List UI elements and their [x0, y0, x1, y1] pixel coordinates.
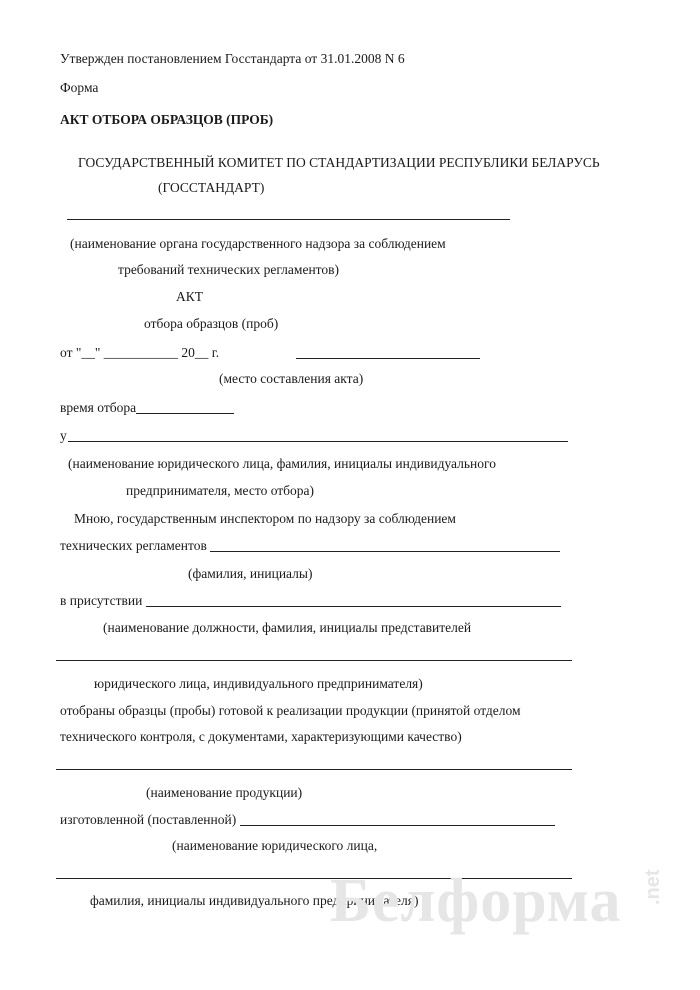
presence-caption-1: (наименование должности, фамилия, инициалы представителей	[103, 620, 472, 635]
approval-note: Утвержден постановлением Госстандарта от 31.01.2008 N 6	[60, 51, 405, 66]
inspector-text: Мною, государственным инспектором по надзору за соблюдением	[74, 511, 456, 526]
samples-text-2: технического контроля, с документами, характеризующими качество)	[60, 729, 462, 744]
place-caption: (место составления акта)	[219, 371, 364, 386]
at-label: у	[60, 428, 67, 443]
presence-caption-2: юридического лица, индивидуального предпринимателя)	[94, 676, 423, 691]
time-line[interactable]	[136, 413, 234, 414]
product-line[interactable]	[56, 769, 572, 770]
committee-name: ГОСУДАРСТВЕННЫЙ КОМИТЕТ ПО СТАНДАРТИЗАЦИИ РЕСПУБЛИКИ БЕЛАРУСЬ	[78, 155, 600, 170]
presence-label: в присутствии	[60, 593, 143, 608]
manufactured-label: изготовленной (поставленной)	[60, 812, 237, 827]
samples-text-1: отобраны образцы (пробы) готовой к реализации продукции (принятой отделом	[60, 703, 521, 718]
document-title: АКТ ОТБОРА ОБРАЗЦОВ (ПРОБ)	[60, 112, 274, 127]
watermark-brand: Белформа	[330, 867, 622, 935]
representatives-line[interactable]	[56, 660, 572, 661]
organ-name-line[interactable]	[67, 219, 510, 220]
form-label: Форма	[60, 80, 99, 95]
inspector-caption: (фамилия, инициалы)	[188, 566, 313, 581]
organ-caption-1: (наименование органа государственного надзора за соблюдением	[70, 236, 446, 251]
organ-caption-2: требований технических регламентов)	[118, 262, 340, 277]
inspector-name-line[interactable]	[210, 551, 560, 552]
maker-caption-1: (наименование юридического лица,	[172, 838, 378, 853]
place-line[interactable]	[296, 358, 480, 359]
regulations-label: технических регламентов	[60, 538, 207, 553]
time-label: время отбора	[60, 400, 137, 415]
act-subtitle: отбора образцов (проб)	[144, 316, 279, 331]
act-date[interactable]: от "__" ___________ 20__ г.	[60, 345, 220, 360]
manufacturer-line[interactable]	[240, 825, 555, 826]
entity-caption-2: предпринимателя, место отбора)	[126, 483, 315, 498]
watermark-domain: .net	[642, 869, 664, 905]
presence-line[interactable]	[146, 606, 561, 607]
entity-line[interactable]	[68, 441, 568, 442]
committee-abbr: (ГОССТАНДАРТ)	[158, 180, 265, 195]
product-caption: (наименование продукции)	[146, 785, 303, 800]
act-title: АКТ	[176, 289, 203, 304]
entity-caption-1: (наименование юридического лица, фамилия, инициалы индивидуального	[68, 456, 496, 471]
maker-caption-2: фамилия, инициалы индивидуального предпринимателя)	[90, 893, 419, 908]
